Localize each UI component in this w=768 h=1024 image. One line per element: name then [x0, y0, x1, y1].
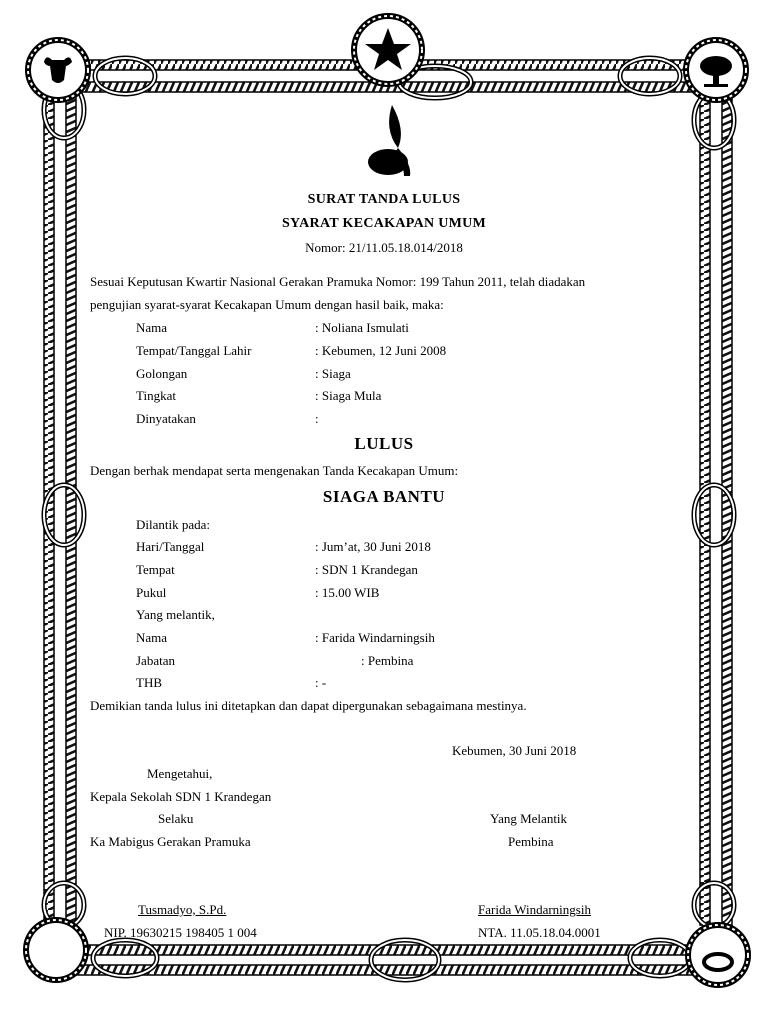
certificate-number: Nomor: 21/11.05.18.014/2018 — [305, 240, 463, 255]
inaugurator-thb-value: : - — [315, 675, 327, 690]
recipient-group-value: : Siaga — [315, 366, 351, 381]
recipient-name-label: Nama — [136, 320, 168, 335]
ceremony-place-value: : SDN 1 Krandegan — [315, 562, 418, 577]
rank-text: SIAGA BANTU — [322, 487, 446, 506]
ceremony-time-value: : 15.00 WIB — [315, 585, 380, 600]
intro-line-1: Sesuai Keputusan Kwartir Nasional Gerakan Pramuka Nomor: 199 Tahun 2011, telah diadakan — [90, 274, 586, 289]
closing-statement: Demikian tanda lulus ini ditetapkan dan dapat dipergunakan sebagaimana mestinya. — [90, 698, 527, 713]
left-signatory-name: Tusmadyo, S.Pd. — [138, 902, 227, 917]
right-signatory-name: Farida Windarningsih — [478, 902, 591, 917]
recipient-birth-value: : Kebumen, 12 Juni 2008 — [315, 343, 447, 358]
recipient-name-value: : Noliana Ismulati — [315, 320, 409, 335]
inaugurator-name-label: Nama — [136, 630, 168, 645]
rights-text: Dengan berhak mendapat serta mengenakan Tanda Kecakapan Umum: — [90, 463, 459, 478]
inaugurator-thb-label: THB — [136, 675, 162, 690]
inaugurator-position-label: Jabatan — [136, 653, 175, 668]
ceremony-time-label: Pukul — [136, 585, 167, 600]
left-signatory-id: NIP. 19630215 198405 1 004 — [104, 925, 257, 940]
left-sign-line-3: Selaku — [158, 811, 194, 826]
recipient-level-label: Tingkat — [136, 388, 176, 403]
right-sign-line-2: Pembina — [508, 834, 554, 849]
intro-line-2: pengujian syarat-syarat Kecakapan Umum dengan hasil baik, maka: — [90, 297, 444, 312]
ceremony-date-label: Hari/Tanggal — [136, 539, 205, 554]
place-date: Kebumen, 30 Juni 2018 — [452, 743, 577, 758]
recipient-group-label: Golongan — [136, 366, 188, 381]
right-signatory-id: NTA. 11.05.18.04.0001 — [478, 925, 601, 940]
ceremony-date-value: : Jum’at, 30 Juni 2018 — [315, 539, 431, 554]
result-text: LULUS — [354, 434, 414, 453]
ceremony-place-label: Tempat — [136, 562, 175, 577]
inaugurator-name-value: : Farida Windarningsih — [315, 630, 435, 645]
left-sign-line-1: Mengetahui, — [147, 766, 213, 781]
tunas-kelapa-icon — [368, 105, 410, 176]
left-sign-line-4: Ka Mabigus Gerakan Pramuka — [90, 834, 251, 849]
recipient-declared-value: : — [315, 411, 319, 426]
recipient-declared-label: Dinyatakan — [136, 411, 196, 426]
inaugurator-position-value: : Pembina — [361, 653, 414, 668]
right-sign-line-1: Yang Melantik — [490, 811, 568, 826]
certificate-subtitle: SYARAT KECAKAPAN UMUM — [281, 216, 487, 231]
inaugurated-heading: Dilantik pada: — [136, 517, 211, 532]
left-sign-line-2: Kepala Sekolah SDN 1 Krandegan — [90, 789, 272, 804]
certificate-title: SURAT TANDA LULUS — [307, 192, 461, 207]
recipient-birth-label: Tempat/Tanggal Lahir — [136, 343, 252, 358]
recipient-level-value: : Siaga Mula — [315, 388, 382, 403]
inaugurator-heading: Yang melantik, — [136, 607, 215, 622]
